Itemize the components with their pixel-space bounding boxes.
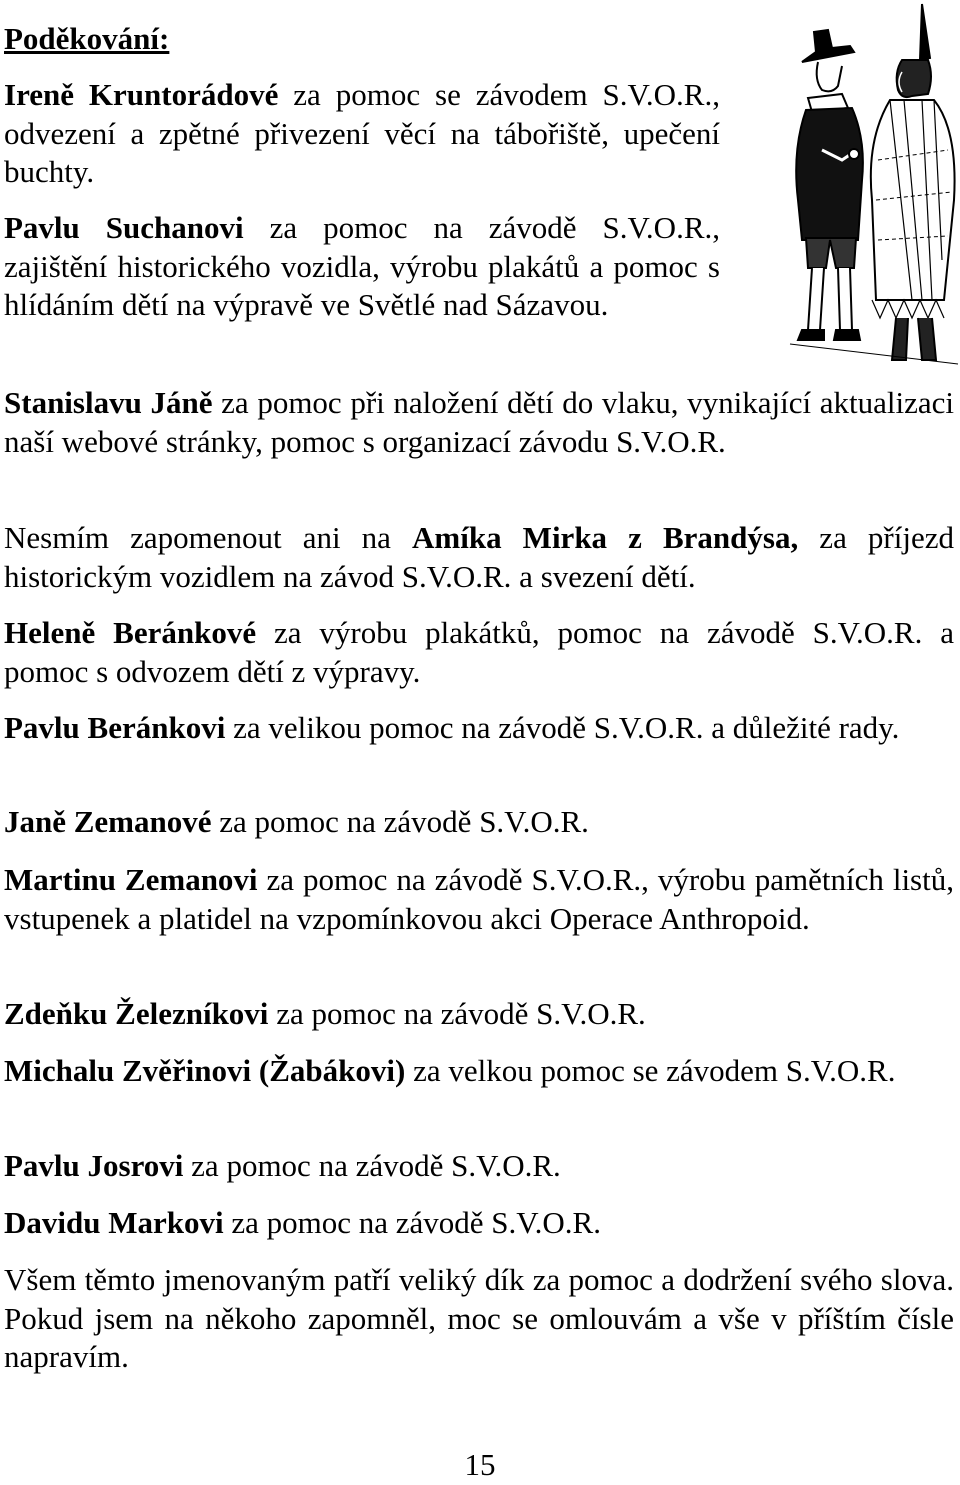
paragraph-text: za velikou pomoc na závodě S.V.O.R. a důležité rady. — [225, 710, 900, 745]
paragraph-text: za pomoc na závodě S.V.O.R. — [268, 996, 646, 1031]
recipient-name: Martinu Zemanovi — [4, 862, 258, 897]
recipient-name: Davidu Markovi — [4, 1205, 224, 1240]
page-heading: Poděkování: — [4, 21, 170, 56]
recipient-name: Ireně Kruntorádové — [4, 77, 279, 112]
paragraph-text: za pomoc na závodě S.V.O.R., zajištění historického vozidla, výrobu plakátů a pomoc s hlídáním dětí na výpravě ve Světlé nad Sázavou. — [4, 210, 720, 322]
page-number: 15 — [464, 1447, 496, 1482]
recipient-name: Heleně Beránkové — [4, 615, 257, 650]
paragraph-zemanova — [4, 803, 954, 842]
paragraph-text: za pomoc při naložení dětí do vlaku, vynikající aktualizaci naší webové stránky, pomoc s organizací závodu S.V.O.R. — [4, 385, 955, 459]
paragraph-text: za příjezd historickým vozidlem na závod S.V.O.R. a svezení dětí. — [4, 520, 954, 594]
paragraph-lead-text: Nesmím zapomenout ani na — [4, 520, 413, 555]
pilgrim-and-native-illustration — [762, 0, 960, 375]
paragraph-text: za pomoc na závodě S.V.O.R. — [183, 1148, 561, 1183]
paragraph-zeleznik — [4, 995, 954, 1034]
recipient-name: Amíka Mirka z Brandýsa, — [412, 520, 799, 555]
paragraph-berankova — [4, 614, 954, 691]
recipient-name: Pavlu Beránkovi — [4, 710, 226, 745]
paragraph-text: za velkou pomoc se závodem S.V.O.R. — [405, 1053, 896, 1088]
paragraph-zeman — [4, 861, 954, 938]
paragraph-kruntoradova — [4, 76, 720, 192]
recipient-name: Pavlu Josrovi — [4, 1148, 184, 1183]
recipient-name: Stanislavu Jáně — [4, 385, 213, 420]
recipient-name: Michalu Zvěřinovi (Žabákovi) — [4, 1053, 406, 1088]
recipient-name: Pavlu Suchanovi — [4, 210, 244, 245]
paragraph-text: za pomoc na závodě S.V.O.R., výrobu pamětních listů, vstupenek a platidel na vzpomínkovou akci Operace Anthropoid. — [4, 862, 954, 936]
paragraph-text: za výrobu plakátků, pomoc na závodě S.V.O.R. a pomoc s odvozem dětí z výpravy. — [4, 615, 955, 689]
paragraph-amik-mirek — [4, 519, 954, 596]
recipient-name: Zdeňku Železníkovi — [4, 996, 269, 1031]
paragraph-suchan — [4, 209, 720, 325]
paragraph-text: Všem těmto jmenovaným patří veliký dík za pomoc a dodržení svého slova. Pokud jsem na někoho zapomněl, moc se omlouvám a vše v příštím čísle napravím. — [4, 1262, 954, 1374]
paragraph-josr — [4, 1147, 954, 1186]
paragraph-closing — [4, 1261, 954, 1377]
paragraph-text: za pomoc na závodě S.V.O.R. — [223, 1205, 601, 1240]
paragraph-beranek — [4, 709, 954, 748]
recipient-name: Janě Zemanové — [4, 804, 212, 839]
paragraph-text: za pomoc se závodem S.V.O.R., odvezení a zpětné přivezení věcí na tábořiště, upečení buchty. — [4, 77, 720, 189]
paragraph-text: za pomoc na závodě S.V.O.R. — [211, 804, 589, 839]
paragraph-zverina — [4, 1052, 954, 1091]
paragraph-jana — [4, 384, 954, 461]
paragraph-marek — [4, 1204, 954, 1243]
